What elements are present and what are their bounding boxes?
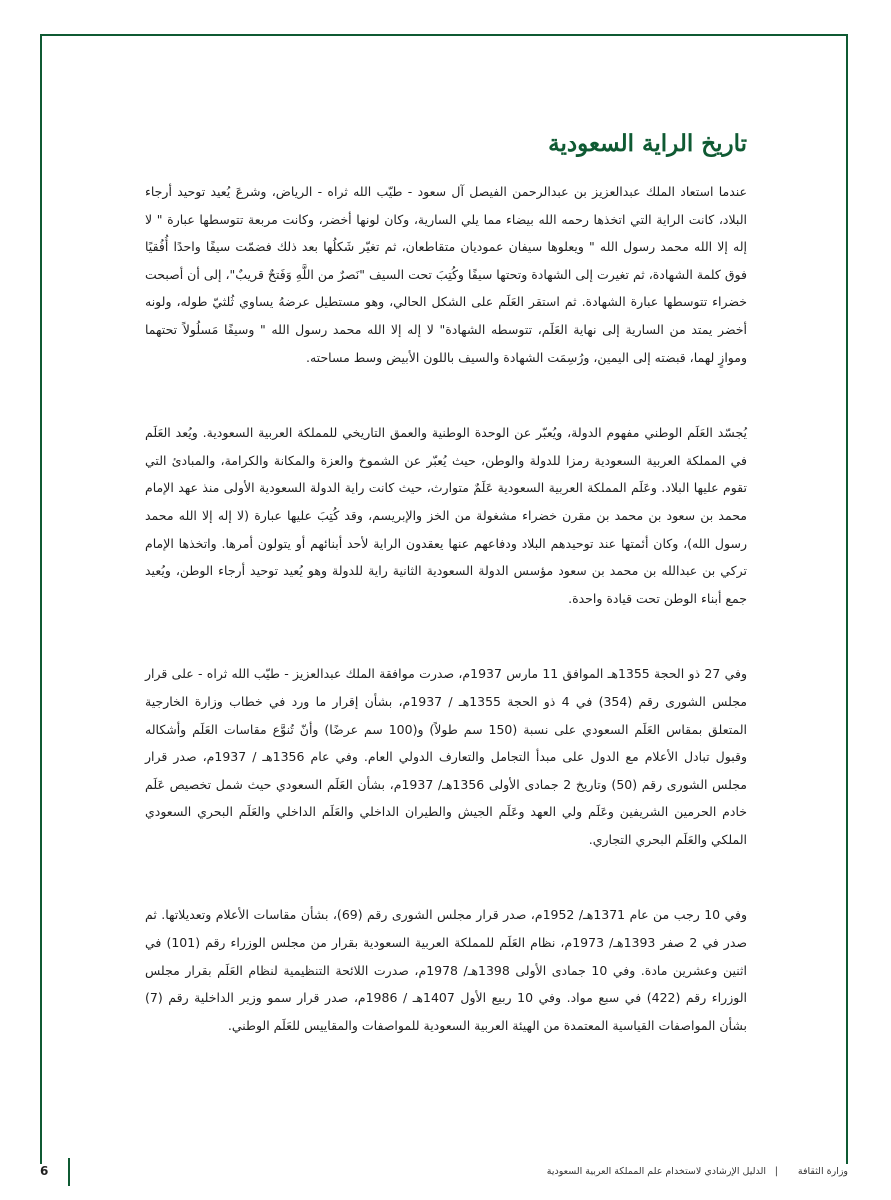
page-number: 6: [40, 1164, 49, 1178]
footer-organization: وزارة الثقافة: [797, 1166, 848, 1177]
page-footer: [40, 1158, 848, 1186]
footer-divider: [68, 1158, 70, 1186]
footer-separator: |: [774, 1166, 778, 1177]
paragraph-1937-decisions: وفي 27 ذو الحجة 1355هـ الموافق 11 مارس 1937م، صدرت موافقة الملك عبدالعزيز - طيّب الله ثراه - على قرار مجلس الشورى رقم (354) في 4 ذو الحجة 1355هـ / 1937م، بشأن إقرار ما ورد في خطاب وزارة الخارجية المتعلق بمقاس العَلَم السعودي على نسبة (150 سم طولاً) و(100 سم عرضًا) وأنّ تُنوَّع مقاسات العَلَم وأشكاله وقبول تبادل الأعلام مع الدول على مبدأ التجامل والتعارف الدولي العام. وفي عام 1356هـ / 1937م، صدر قرار مجلس الشورى رقم (50) وتاريخ 2 جمادى الأولى 1356هـ/ 1937م، بشأن العَلَم السعودي حيث شمل تخصيص عَلَم خادم الحرمين الشريفين وعَلَم ولي العهد وعَلَم الجيش والطيران الداخلي والعَلَم الداخلي والعَلَم البحري السعودي الملكي والعَلَم البحري التجاري.: [145, 666, 748, 847]
section-title: تاريخ الراية السعودية: [548, 130, 747, 157]
body-text: [145, 178, 747, 1087]
paragraph-flag-regulations: وفي 10 رجب من عام 1371هـ/ 1952م، صدر قرار مجلس الشورى رقم (69)، بشأن مقاسات الأعلام وتعديلاتها. ثم صدر في 2 صفر 1393هـ/ 1973م، نظام العَلَم للمملكة العربية السعودية بقرار من مجلس الوزراء رقم (101) في اثنين وعشرين مادة. وفي 10 جمادى الأولى 1398هـ/ 1978م، صدرت اللائحة التنظيمية لنظام العَلَم بقرار مجلس الوزراء رقم (422) في سبع مواد. وفي 10 ربيع الأول 1407هـ / 1986م، صدر قرار سمو وزير الداخلية رقم (7) بشأن المواصفات القياسية المعتمدة من الهيئة العربية السعودية للمواصفات والمقاييس للعَلَم الوطني.: [145, 907, 747, 1033]
footer-guide-title: الدليل الإرشادي لاستخدام علم المملكة العربية السعودية: [546, 1166, 766, 1177]
paragraph-flag-history: عندما استعاد الملك عبدالعزيز بن عبدالرحمن الفيصل آل سعود - طيّب الله ثراه - الرياض، وشرعَ يُعيد توحيد أرجاء البلاد، كانت الراية التي اتخذها رحمه الله بيضاء مما يلي السارية، وكان لونها أخضر، وكانت مربعة تتوسطها عبارة " لا إله إلا الله محمد رسول الله " ويعلوها سيفان عموديان متقاطعان، ثم تغيّر شَكلُها بعد ذلك فضمّت سيفًا واحدًا أُفُقيًا فوق كلمة الشهادة، ثم تغيرت إلى الشهادة وتحتها سيفًا وكُتِبَ تحت السيف "نَصرٌ من اللَّهِ وَفَتحٌ قريبٌ"، إلى أن أصبحت خضراء تتوسطها عبارة الشهادة. ثم استقر العَلَم على الشكل الحالي، وهو مستطيل عرضهُ يساوي ثُلثيّ طوله، ولونه أخضر يمتد من السارية إلى نهاية العَلَم، تتوسطه الشهادة" لا إله إلا الله محمد رسول الله " وسيفًا مَسلُولاً تحتهما وموازٍ لهما، قبضته إلى اليمين، ورُسِمَت الشهادة والسيف باللون الأبيض وسط مساحته.: [145, 184, 747, 365]
paragraph-flag-meaning: يُجسّد العَلَم الوطني مفهوم الدولة، ويُعبّر عن الوحدة الوطنية والعمق التاريخي للمملكة العربية السعودية. ويُعد العَلَم في المملكة العربية السعودية رمزا للدولة والوطن، حيث يُعبّر عن الشموخ والعزة والمكانة والكرامة، والمبادئ التي تقوم عليها البلاد. وعَلَم المملكة العربية السعودية عَلَمٌ متوارث، حيث كانت راية الدولة السعودية الأولى منذ عهد الإمام محمد بن سعود بن محمد بن مقرن خضراء مشغولة من الخز والإبريسم، وقد كُتِبَ عليها عبارة (لا إله إلا الله محمد رسول الله)، وكان أئمتها عند توحيدهم البلاد ودفاعهم عنها يعقدون الراية لأحد أبنائهم أو يتولون أمرها. واتخذها الإمام تركي بن عبدالله بن محمد بن سعود مؤسس الدولة السعودية الثانية راية للدولة وهو يُعيد توحيد أرجاء الوطن، ويُعيد جمع أبناء الوطن تحت قيادة واحدة.: [145, 425, 747, 606]
